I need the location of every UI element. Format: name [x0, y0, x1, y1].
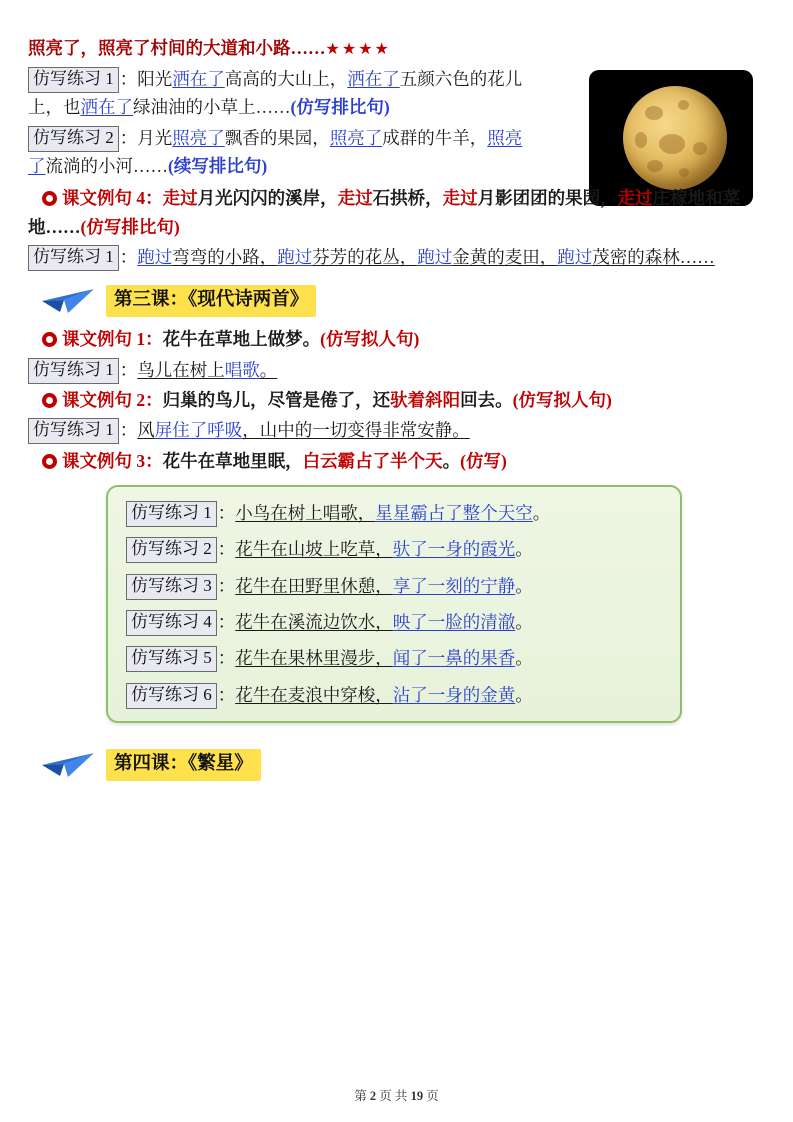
- example-sentence-4: [28, 184, 748, 241]
- exercise-label: 仿写练习 1: [126, 501, 217, 527]
- text-highlight: 洒在了: [347, 68, 400, 89]
- text-highlight: 唱歌: [224, 359, 260, 380]
- text-plain: 月影团团的果园，: [477, 188, 618, 209]
- example-title: 课文例句 2：: [62, 390, 163, 410]
- text-plain: 阳光: [137, 68, 173, 89]
- text-plain: 回去。: [460, 390, 513, 410]
- text-plain: 成群的牛羊，: [382, 127, 488, 148]
- colon: ：: [119, 246, 138, 267]
- text-plain: 花牛在溪流边饮水，: [235, 612, 393, 633]
- practice-item: [126, 572, 670, 600]
- exercise-1-after-example-4: [28, 243, 748, 271]
- example-title: 课文例句 1：: [62, 329, 163, 350]
- section-title: 第四课：《繁星》: [106, 749, 261, 781]
- text-plain: 归巢的鸟儿，尽管是倦了，还: [162, 390, 391, 410]
- text-plain: 绿油油的小草上……: [133, 97, 291, 118]
- text-plain: 花牛在田野里休憩，: [235, 575, 393, 596]
- exercise-2-top: [28, 124, 538, 181]
- exercise-label: 仿写练习 2: [28, 126, 119, 152]
- text-highlight: 照亮了: [329, 127, 383, 148]
- text-tail: 。: [515, 684, 533, 705]
- exercise-label: 仿写练习 4: [126, 610, 217, 636]
- colon: ：: [119, 127, 138, 148]
- text-plain: 小鸟在树上唱歌，: [235, 503, 376, 524]
- practice-item: [126, 681, 670, 709]
- text-highlight: 星星霸占了整个天空: [375, 503, 533, 524]
- page-footer: [0, 1086, 793, 1104]
- text-tail: 。: [532, 503, 551, 524]
- colon: ：: [217, 503, 236, 524]
- text-plain: 花牛在山坡上吃草，: [235, 539, 393, 560]
- text-plain: 。: [259, 359, 278, 380]
- text-plain: 流淌的小河……: [45, 155, 168, 176]
- text-plain: 芬芳的花丛，: [312, 246, 418, 267]
- text-highlight: 驮了一身的霞光: [392, 539, 516, 560]
- practice-answers-box: [106, 485, 682, 723]
- example-title: 课文例句 4：: [62, 188, 163, 209]
- text-plain: 庄稼地和菜地……: [28, 188, 741, 237]
- text-tail: 。: [515, 612, 533, 633]
- text-key: 走过: [442, 188, 478, 209]
- text-plain: 茂密的森林……: [592, 246, 715, 267]
- footer-total-pages: 19: [410, 1089, 424, 1103]
- exercise-label: 仿写练习 5: [126, 646, 217, 672]
- text-key: 白云霸占了半个天: [302, 450, 443, 471]
- text-tail: 。: [515, 575, 533, 596]
- paper-plane-icon: [42, 288, 96, 314]
- exercise-1-top: [28, 65, 538, 122]
- text-note: (仿写排比句): [290, 97, 390, 118]
- exercise-label: 仿写练习 6: [126, 683, 217, 709]
- text-key: 走过: [162, 188, 198, 209]
- text-tail: 。: [515, 539, 533, 560]
- text-plain: 花牛在麦浪中穿梭，: [235, 684, 393, 705]
- text-note: (续写排比句): [168, 155, 268, 176]
- footer-mid: 页 共: [379, 1089, 408, 1103]
- exercise-label: 仿写练习 1: [28, 358, 119, 384]
- document-content: [28, 34, 748, 789]
- red-donut-bullet-icon: [42, 332, 57, 347]
- text-plain: 花牛在草地里眠，: [162, 450, 303, 471]
- text-highlight: 跑过: [277, 246, 313, 267]
- text-highlight: 洒在了: [172, 68, 225, 89]
- colon: ：: [217, 684, 236, 705]
- text-highlight: 闻了一鼻的果香: [392, 648, 516, 669]
- text-highlight: 跑过: [557, 246, 593, 267]
- continuation-text: 照亮了，照亮了村间的大道和小路……: [28, 38, 326, 58]
- text-note: (仿写): [460, 450, 507, 471]
- red-donut-bullet-icon: [42, 191, 57, 206]
- text-plain: 石拱桥，: [372, 188, 443, 209]
- footer-suffix: 页: [426, 1089, 439, 1103]
- text-plain: 鸟儿在树上: [137, 359, 225, 380]
- text-tail: 。: [515, 648, 533, 669]
- text-plain: 飘香的果园，: [224, 127, 330, 148]
- text-highlight: 洒在了: [80, 97, 133, 118]
- text-key: 走过: [617, 188, 653, 209]
- text-plain: 。: [442, 450, 461, 471]
- star-rating: ★★★★: [325, 41, 391, 58]
- lesson3-example-2: [28, 386, 748, 414]
- paper-plane-icon: [42, 752, 96, 778]
- practice-item: [126, 499, 670, 527]
- colon: ：: [119, 420, 138, 441]
- lesson3-example-1: [28, 325, 748, 353]
- example-title: 课文例句 3：: [62, 450, 163, 471]
- text-plain: 月光闪闪的溪岸，: [197, 188, 338, 209]
- section-heading-lesson-4: [28, 749, 748, 783]
- text-plain: 花牛在果林里漫步，: [235, 648, 393, 669]
- text-note: (仿写排比句): [80, 216, 180, 237]
- text-highlight: 屏住了呼吸: [154, 420, 243, 441]
- practice-item: [126, 644, 670, 672]
- colon: ：: [217, 648, 236, 669]
- text-plain: 花牛在草地上做梦。: [162, 329, 321, 350]
- lesson3-example-3: [28, 447, 748, 475]
- colon: ：: [119, 359, 138, 380]
- text-plain: 高高的大山上，: [224, 68, 348, 89]
- text-key: 走过: [337, 188, 373, 209]
- text-plain: 五颜六色的花儿上，也: [28, 68, 523, 118]
- exercise-label: 仿写练习 2: [126, 537, 217, 563]
- exercise-label: 仿写练习 1: [28, 418, 119, 444]
- colon: ：: [217, 575, 236, 596]
- text-note: (仿写拟人句): [512, 390, 612, 410]
- text-highlight: 照亮了: [172, 127, 225, 148]
- footer-page-number: 2: [369, 1089, 377, 1103]
- text-plain: 风: [137, 420, 155, 441]
- lesson3-example-1-practice: [28, 356, 748, 384]
- text-highlight: 跑过: [137, 246, 173, 267]
- continuation-line: [28, 34, 748, 63]
- text-key: 驮着斜阳: [390, 390, 461, 410]
- text-note: (仿写拟人句): [320, 329, 420, 350]
- colon: ：: [119, 68, 138, 89]
- red-donut-bullet-icon: [42, 454, 57, 469]
- colon: ：: [217, 612, 236, 633]
- text-highlight: 沾了一身的金黄: [392, 684, 516, 705]
- text-highlight: 跑过: [417, 246, 453, 267]
- text-plain: 金黄的麦田，: [452, 246, 558, 267]
- text-highlight: 享了一刻的宁静: [392, 575, 516, 596]
- colon: ：: [217, 539, 236, 560]
- section-title: 第三课：《现代诗两首》: [106, 285, 316, 317]
- text-plain: 弯弯的小路，: [172, 246, 278, 267]
- practice-item: [126, 535, 670, 563]
- lesson3-example-2-practice: [28, 416, 748, 444]
- exercise-label: 仿写练习 1: [28, 245, 119, 271]
- exercise-label: 仿写练习 1: [28, 67, 119, 93]
- exercise-label: 仿写练习 3: [126, 574, 217, 600]
- section-heading-lesson-3: [28, 285, 748, 319]
- text-highlight: 映了一脸的清澈: [392, 612, 516, 633]
- text-plain: 月光: [137, 127, 173, 148]
- red-donut-bullet-icon: [42, 393, 57, 408]
- text-highlight: 照亮了: [28, 127, 523, 176]
- text-plain: ，山中的一切变得非常安静。: [242, 420, 470, 441]
- practice-item: [126, 608, 670, 636]
- footer-prefix: 第: [354, 1089, 367, 1103]
